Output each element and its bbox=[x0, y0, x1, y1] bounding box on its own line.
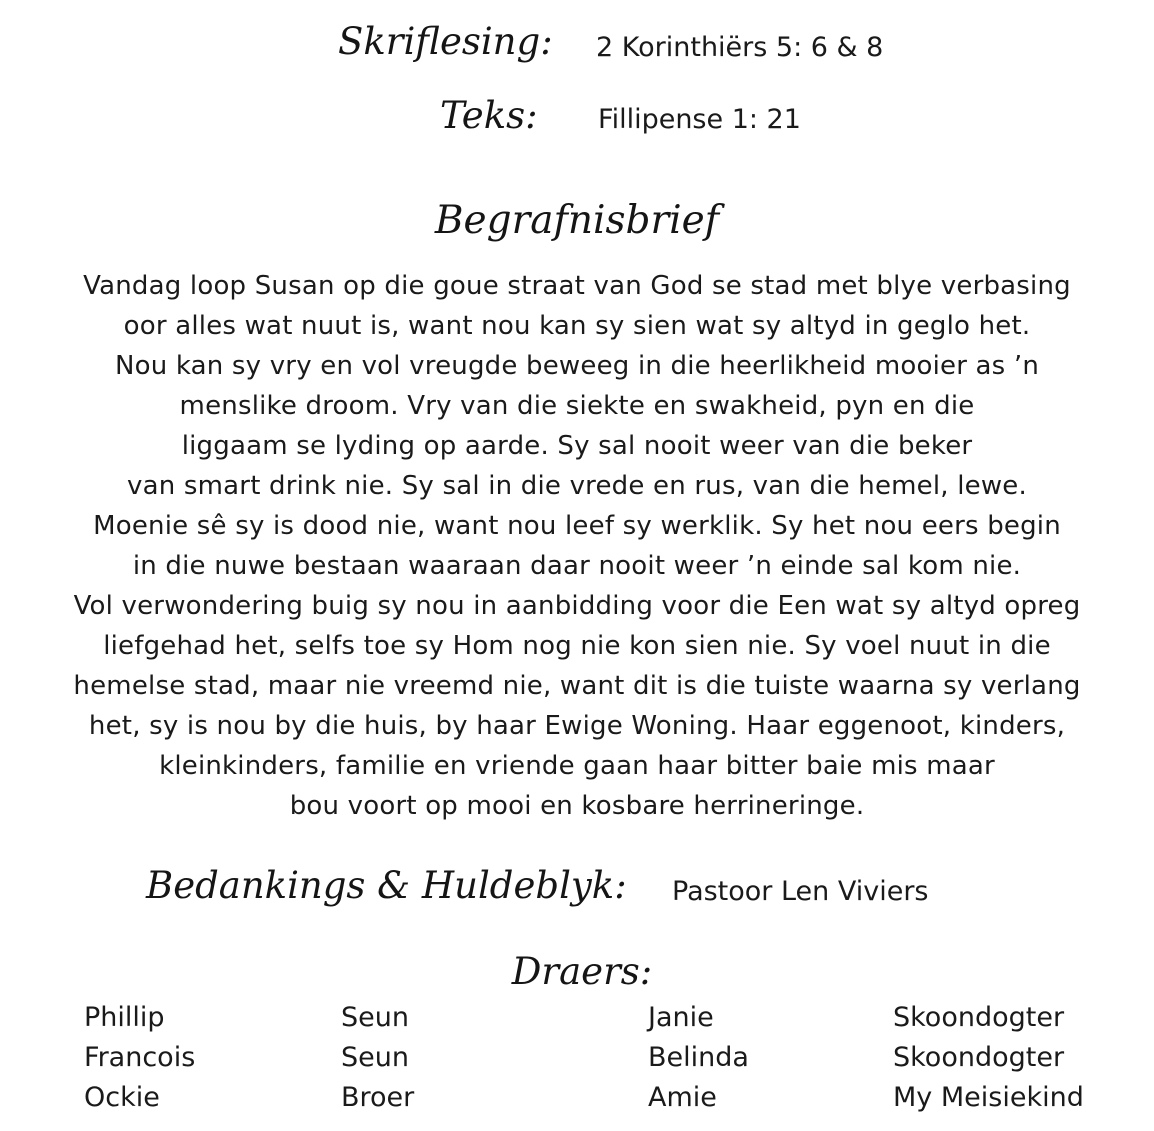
letter-line: in die nuwe bestaan waaraan daar nooit weer ’n einde sal kom nie. bbox=[132, 551, 1022, 581]
bearer-relation: Seun bbox=[341, 1002, 409, 1033]
letter-line: menslike droom. Vry van die siekte en swakheid, pyn en die bbox=[179, 391, 975, 421]
letter-line: kleinkinders, familie en vriende gaan haar bitter baie mis maar bbox=[159, 751, 995, 781]
bearer-relation: My Meisiekind bbox=[893, 1082, 1084, 1113]
bearer-name: Janie bbox=[648, 1002, 714, 1033]
text-label: Teks: bbox=[440, 94, 538, 137]
bearers-title: Draers: bbox=[511, 950, 653, 993]
bearer-name: Ockie bbox=[84, 1082, 160, 1113]
letter-line: van smart drink nie. Sy sal in die vrede en rus, van die hemel, lewe. bbox=[127, 471, 1027, 501]
bearer-name: Belinda bbox=[648, 1042, 749, 1073]
bearer-relation: Skoondogter bbox=[893, 1042, 1065, 1073]
letter-line: Nou kan sy vry en vol vreugde beweeg in die heerlikheid mooier as ’n bbox=[114, 351, 1040, 381]
scripture-reading-reference: 2 Korinthiërs 5: 6 & 8 bbox=[596, 32, 884, 63]
letter-line: bou voort op mooi en kosbare herrineringe. bbox=[289, 791, 865, 821]
letter-title: Begrafnisbrief bbox=[434, 198, 720, 243]
text-reference: Fillipense 1: 21 bbox=[598, 104, 801, 135]
bearer-relation: Broer bbox=[341, 1082, 415, 1113]
scripture-reading-label: Skriflesing: bbox=[338, 20, 553, 63]
letter-line: Vandag loop Susan op die goue straat van God se stad met blye verbasing bbox=[83, 271, 1071, 301]
bearer-name: Francois bbox=[84, 1042, 196, 1073]
letter-line: oor alles wat nuut is, want nou kan sy sien wat sy altyd in geglo het. bbox=[123, 311, 1031, 341]
letter-line: Moenie sê sy is dood nie, want nou leef sy werklik. Sy het nou eers begin bbox=[93, 511, 1061, 541]
letter-body bbox=[0, 266, 1154, 826]
thanks-tribute-label: Bedankings & Huldeblyk: bbox=[146, 864, 627, 907]
thanks-tribute-speaker: Pastoor Len Viviers bbox=[672, 876, 929, 907]
bearer-relation: Seun bbox=[341, 1042, 409, 1073]
bearer-name: Phillip bbox=[84, 1002, 165, 1033]
letter-line: liggaam se lyding op aarde. Sy sal nooit weer van die beker bbox=[181, 431, 973, 461]
bearer-name: Amie bbox=[648, 1082, 717, 1113]
letter-line: Vol verwondering buig sy nou in aanbidding voor die Een wat sy altyd opreg bbox=[73, 591, 1081, 621]
letter-line: liefgehad het, selfs toe sy Hom nog nie kon sien nie. Sy voel nuut in die bbox=[103, 631, 1051, 661]
bearer-relation: Skoondogter bbox=[893, 1002, 1065, 1033]
letter-line: het, sy is nou by die huis, by haar Ewige Woning. Haar eggenoot, kinders, bbox=[88, 711, 1066, 741]
letter-line: hemelse stad, maar nie vreemd nie, want dit is die tuiste waarna sy verlang bbox=[73, 671, 1081, 701]
